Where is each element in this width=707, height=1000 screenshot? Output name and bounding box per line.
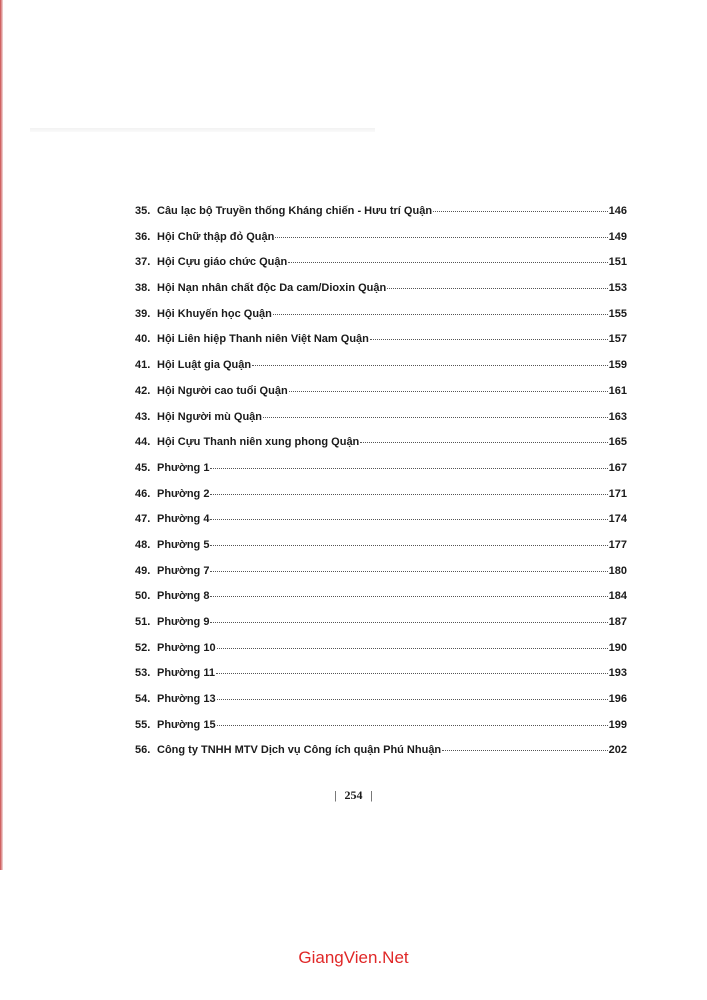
toc-entry-page: 159 bbox=[608, 359, 627, 372]
toc-leader-dots bbox=[263, 417, 608, 418]
toc-entry-title: Phường 13 bbox=[157, 693, 216, 706]
toc-entry-number: 52. bbox=[135, 641, 151, 654]
toc-leader-dots bbox=[210, 519, 607, 520]
toc-leader-dots bbox=[216, 673, 608, 674]
toc-entry-title: Hội Cựu Thanh niên xung phong Quận bbox=[157, 436, 360, 449]
toc-entry-title: Hội Chữ thập đỏ Quận bbox=[157, 230, 275, 243]
toc-entry-title: Hội Cựu giáo chức Quận bbox=[157, 256, 288, 269]
toc-entry-number: 42. bbox=[135, 384, 151, 397]
toc-entry bbox=[135, 539, 627, 565]
toc-entry-page: 146 bbox=[608, 205, 627, 217]
toc-leader-dots bbox=[289, 391, 608, 392]
toc-entry-page: 149 bbox=[608, 230, 627, 243]
toc-entry-number: 43. bbox=[135, 410, 151, 423]
toc-entry bbox=[135, 565, 627, 591]
toc-entry bbox=[135, 462, 627, 488]
toc-entry-page: 157 bbox=[608, 333, 627, 346]
toc-entry bbox=[135, 693, 627, 719]
toc-entry-number: 37. bbox=[135, 256, 151, 269]
page-number-value: 254 bbox=[344, 788, 363, 802]
toc-entry-number: 50. bbox=[135, 590, 151, 603]
toc-entry bbox=[135, 333, 627, 359]
toc-entry bbox=[135, 667, 627, 693]
toc-leader-dots bbox=[442, 750, 607, 751]
toc-leader-dots bbox=[273, 314, 608, 315]
toc-leader-dots bbox=[210, 596, 607, 597]
toc-entry-number: 53. bbox=[135, 667, 151, 680]
toc-entry bbox=[135, 436, 627, 462]
toc-entry bbox=[135, 513, 627, 539]
toc-entry-number: 48. bbox=[135, 538, 151, 551]
page-number-bar-right: | bbox=[370, 788, 373, 802]
toc-entry bbox=[135, 308, 627, 334]
toc-leader-dots bbox=[387, 288, 607, 289]
toc-leader-dots bbox=[217, 648, 608, 649]
toc-entry-page: 180 bbox=[608, 564, 627, 577]
toc-entry-number: 51. bbox=[135, 616, 151, 628]
toc-entry-number: 47. bbox=[135, 513, 151, 526]
toc-entry-page: 155 bbox=[608, 307, 627, 320]
toc-entry-number: 49. bbox=[135, 564, 151, 577]
toc-entry-page: 151 bbox=[608, 256, 627, 269]
toc-entry bbox=[135, 719, 627, 745]
toc-entry-title: Hội Nạn nhân chất độc Da cam/Dioxin Quận bbox=[157, 282, 387, 295]
toc-entry bbox=[135, 488, 627, 514]
toc-entry-number: 56. bbox=[135, 744, 151, 757]
toc-entry-page: 190 bbox=[608, 641, 627, 654]
page-edge-shadow bbox=[0, 0, 3, 870]
toc-leader-dots bbox=[210, 622, 607, 623]
toc-leader-dots bbox=[210, 468, 607, 469]
toc-entry-number: 54. bbox=[135, 693, 151, 706]
toc-entry-number: 35. bbox=[135, 205, 151, 217]
toc-entry-title: Hội Luật gia Quận bbox=[157, 359, 252, 372]
toc-entry-title: Phường 15 bbox=[157, 718, 216, 731]
toc-entry-title: Phường 4 bbox=[157, 513, 210, 526]
toc-entry bbox=[135, 256, 627, 282]
toc-entry-title: Hội Khuyến học Quận bbox=[157, 307, 272, 320]
toc-entry-page: 174 bbox=[608, 513, 627, 526]
page-number-bar-left: | bbox=[334, 788, 337, 802]
toc-entry-title: Phường 11 bbox=[157, 667, 215, 680]
toc-entry-title: Công ty TNHH MTV Dịch vụ Công ích quận Phú Nhuận bbox=[157, 744, 442, 757]
toc-entry-title: Phường 9 bbox=[157, 616, 210, 628]
toc-entry-number: 55. bbox=[135, 718, 151, 731]
toc-entry-title: Phường 2 bbox=[157, 487, 210, 500]
toc-entry-page: 199 bbox=[608, 718, 627, 731]
scan-shadow-line bbox=[30, 128, 375, 132]
toc-leader-dots bbox=[360, 442, 607, 443]
toc-entry bbox=[135, 205, 627, 231]
toc-entry bbox=[135, 590, 627, 616]
toc-leader-dots bbox=[275, 237, 607, 238]
toc-leader-dots bbox=[252, 365, 608, 366]
toc-entry-page: 196 bbox=[608, 693, 627, 706]
toc-entry bbox=[135, 642, 627, 668]
toc-leader-dots bbox=[217, 725, 608, 726]
toc-leader-dots bbox=[217, 699, 608, 700]
toc-entry bbox=[135, 231, 627, 257]
toc-entry-number: 39. bbox=[135, 307, 151, 320]
toc-entry-page: 153 bbox=[608, 282, 627, 295]
toc-entry-title: Phường 5 bbox=[157, 538, 210, 551]
toc-entry bbox=[135, 411, 627, 437]
toc-entry-page: 167 bbox=[608, 461, 627, 474]
toc-entry-number: 36. bbox=[135, 230, 151, 243]
toc-entry-title: Phường 7 bbox=[157, 564, 210, 577]
watermark: GiangVien.Net bbox=[298, 948, 409, 967]
toc-entry-number: 46. bbox=[135, 487, 151, 500]
toc-entry-title: Hội Người mù Quận bbox=[157, 410, 263, 423]
toc-entry-title: Phường 8 bbox=[157, 590, 210, 603]
toc-entry-title: Phường 10 bbox=[157, 641, 216, 654]
toc-leader-dots bbox=[370, 339, 608, 340]
toc-entry-page: 187 bbox=[608, 616, 627, 628]
toc-entry-page: 184 bbox=[608, 590, 627, 603]
toc-entry bbox=[135, 744, 627, 770]
toc-entry-title: Hội Liên hiệp Thanh niên Việt Nam Quận bbox=[157, 333, 369, 346]
toc-leader-dots bbox=[210, 494, 607, 495]
toc-entry-page: 165 bbox=[608, 436, 627, 449]
toc-entry-title: Hội Người cao tuổi Quận bbox=[157, 384, 288, 397]
toc-entry-number: 40. bbox=[135, 333, 151, 346]
toc-leader-dots bbox=[210, 545, 607, 546]
toc-entry-page: 177 bbox=[608, 538, 627, 551]
toc-leader-dots bbox=[433, 211, 608, 212]
toc-entry-page: 163 bbox=[608, 410, 627, 423]
toc-entry-title: Phường 1 bbox=[157, 461, 210, 474]
toc-entry-page: 202 bbox=[608, 744, 627, 757]
toc-entry bbox=[135, 282, 627, 308]
toc-entry bbox=[135, 359, 627, 385]
toc-entry-number: 38. bbox=[135, 282, 151, 295]
toc-entry-page: 161 bbox=[608, 384, 627, 397]
toc-entry-number: 44. bbox=[135, 436, 151, 449]
table-of-contents bbox=[135, 205, 627, 770]
toc-entry-page: 193 bbox=[608, 667, 627, 680]
toc-leader-dots bbox=[288, 262, 607, 263]
toc-entry bbox=[135, 385, 627, 411]
toc-entry-number: 45. bbox=[135, 461, 151, 474]
toc-entry bbox=[135, 616, 627, 642]
toc-entry-title: Câu lạc bộ Truyền thống Kháng chiến - Hưu trí Quận bbox=[157, 205, 433, 217]
page-number bbox=[0, 788, 707, 803]
toc-entry-page: 171 bbox=[608, 487, 627, 500]
toc-leader-dots bbox=[210, 571, 607, 572]
toc-entry-number: 41. bbox=[135, 359, 151, 372]
